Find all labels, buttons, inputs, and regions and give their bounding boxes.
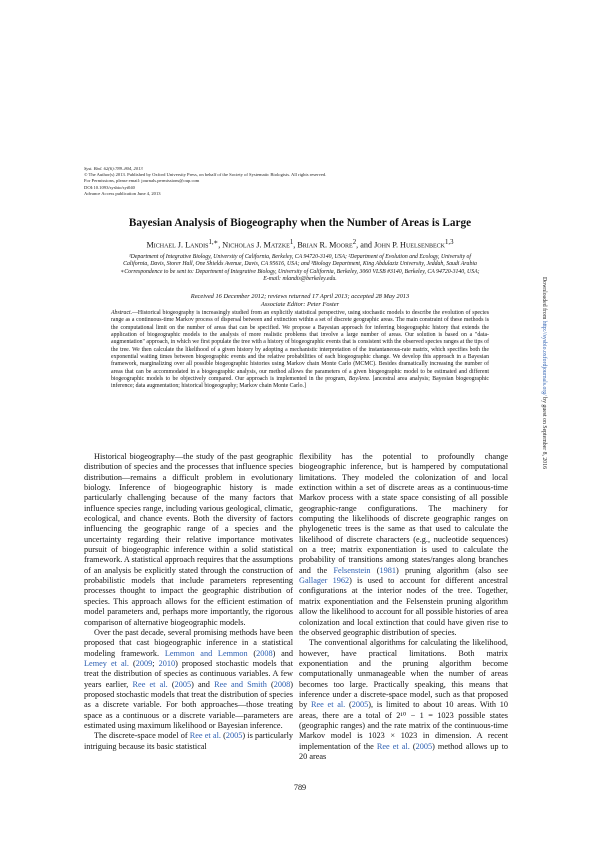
keywords: . [ancestral area analysis; Bayesian biogeographic inference; data augmentation; historical biogeography; Markov chain Monte Carlo.] xyxy=(111,376,489,390)
citation-link[interactable]: 2005 xyxy=(351,700,369,710)
text-run: ), is limited to about 10 areas. With 10 areas, there are a total of 2¹⁰ − 1 = 1023 possible states (geographic ranges) and the rate matrix of the continuous-time Markov model is 1023 × 1023 in dimension. A recent implementation of the xyxy=(299,700,509,751)
program-name: BayArea xyxy=(348,376,369,383)
text-run: ) and xyxy=(272,648,293,658)
text-run: ; xyxy=(152,658,159,668)
email-line: E-mail: mlandis@berkeley.edu. xyxy=(263,276,337,283)
author-list xyxy=(84,238,516,250)
abstract-text: —Historical biogeography is increasingly studied from an explicitly statistical perspective, using stochastic models to describe the evolution of species range as a continuous-time Markov process of dispersal between and extinction within a set of discrete geographic areas. The main constraint of these methods is the computational limit on the number of areas that can be specified. We propose a Bayesian approach for inferring biogeographic history that extends the application of biogeographic models to the analysis of more realistic problems that involve a large number of areas. Our solution is based on a "data-augmentation" approach, in which we first populate the tree with a history of biogeographic events that is consistent with the observed species ranges at the tips of the tree. We then calculate the likelihood of a given history by adopting a mechanistic interpretation of the instantaneous-rate matrix, which specifies both the exponential waiting times between biogeographic events and the relative probabilities of each biogeographic change. We develop this approach in a Bayesian framework, marginalizing over all possible biogeographic histories using Markov chain Monte Carlo (MCMC). Besides dramatically increasing the number of areas that can be accommodated in a biogeographic analysis, our method allows the parameters of a given biogeographic model to be estimated and different biogeographic models to be objectively compared. Our approach is implemented in the program, xyxy=(111,310,489,383)
citation-link[interactable]: 2009 xyxy=(135,658,153,668)
author-separator: , xyxy=(293,240,298,250)
author-name: John P. Huelsenbeck xyxy=(374,240,445,250)
download-url-link[interactable]: http://sysbio.oxfordjournals.org/ xyxy=(541,320,547,396)
copyright-line: © The Author(s) 2013. Published by Oxford University Press, on behalf of the Society of Systematic Biologists. All rights reserved. xyxy=(84,172,327,178)
paragraph xyxy=(299,452,508,638)
text-run: The conventional algorithms for calculating the likelihood, however, have practical limitations. Both matrix exponentiation and the pruning algorithm become computationally unmanageable when the number of areas becomes too large. Practically speaking, this means that inference under a discrete-space model, such as that proposed by xyxy=(299,638,508,710)
journal-metadata xyxy=(84,166,384,197)
citation-link[interactable]: 2005 xyxy=(225,731,243,741)
text-run: ) proposed stochastic models that treat the distribution of species as continuous variables. A few years earlier, xyxy=(84,658,294,689)
text-run: ( xyxy=(128,658,136,668)
text-run: ( xyxy=(370,565,380,575)
author-separator: , xyxy=(218,240,223,250)
affiliation-line: California, Davis, Storer Hall, One Shields Avenue, Davis, CA 95616, USA; and ³Biology Department, King Abdulaziz University, Jeddah, Saudi Arabia xyxy=(123,261,477,268)
paragraph xyxy=(84,731,293,752)
text-run: ) pruning algorithm (also see xyxy=(396,565,508,575)
author-affil-mark: 1,∗ xyxy=(208,239,219,246)
download-suffix: by guest on September 8, 2016 xyxy=(541,395,547,469)
text-run: ) proposed stochastic models that treat the distribution of species as a discrete variable. For both approaches—those treating space as a continuous or a discrete variable—parameters are estimated using maximum likelihood or Bayesian inference. xyxy=(84,679,294,730)
author-affil-mark: 1,3 xyxy=(444,239,454,246)
text-run: ) is used to account for different ancestral configurations at the interior nodes of the tree. Together, matrix exponentiation and the Felsenstein pruning algorithm allow the likelihood to account for all possible histories of area colonization and local extinction that could have given rise to the observed geographic distribution of species. xyxy=(299,576,508,637)
download-prefix: Downloaded from xyxy=(541,277,547,321)
correspondence-line: ∗Correspondence to be sent to: Department of Integrative Biology, University of California, Berkeley, 3060 VLSB #3140, Berkeley, CA 94720-3140, USA; xyxy=(120,268,480,275)
author-affil-mark: 2 xyxy=(352,239,357,246)
citation-link[interactable]: Ree et al. xyxy=(310,700,346,710)
citation-link[interactable]: 2008 xyxy=(273,679,291,689)
text-run: The discrete-space model of xyxy=(94,731,190,741)
text-run: ( xyxy=(220,731,226,741)
citation-link[interactable]: Ree et al. xyxy=(189,731,221,741)
text-run: ( xyxy=(409,741,416,751)
citation-link[interactable]: Ree and Smith xyxy=(214,679,267,689)
citation-link[interactable]: 1981 xyxy=(379,565,397,575)
body-column-left xyxy=(84,452,293,752)
text-run: ) method allows up to 20 areas xyxy=(299,741,509,761)
body-column-right xyxy=(299,452,508,762)
author-name: Nicholas J. Matzke xyxy=(222,240,290,250)
associate-editor: Associate Editor: Peter Foster xyxy=(260,301,340,308)
advance-access-line: Advance Access publication June 4, 2013 xyxy=(84,190,161,196)
citation-link[interactable]: Ree et al. xyxy=(376,741,410,751)
download-sidebar xyxy=(539,195,549,555)
citation-link[interactable]: 2005 xyxy=(415,741,433,751)
citation-link[interactable]: Lemey et al. xyxy=(84,658,129,668)
paragraph xyxy=(299,638,508,762)
abstract xyxy=(111,310,489,391)
text-run: flexibility has the potential to profoundly change biogeographic inference, but is hampered by computational limitations. They modeled the colonization of and local extinction within a set of discrete areas as a continuous-time Markov process with a state space consisting of all possible geographic-range configurations. The machinery for computing the likelihoods of discrete geographic ranges on phylogenetic trees is the same as that used to calculate the likelihood of discrete characters (e.g., nucleotide sequences) on a tree; matrix exponentiation is used to calculate the probability of transitions among states/ranges along branches and the xyxy=(299,452,508,575)
text-run: ) is particularly intriguing because its basic statistical xyxy=(84,731,294,751)
citation-link[interactable]: Ree et al. xyxy=(132,679,168,689)
affiliation-line: ¹Department of Integrative Biology, University of California, Berkeley, CA 94720-3140, USA; ²Department of Evolution and Ecology, University of xyxy=(128,254,472,260)
citation-link[interactable]: 2008 xyxy=(256,648,273,658)
page-number: 789 xyxy=(293,783,307,792)
author-separator: , and xyxy=(356,240,375,250)
download-notice xyxy=(541,193,547,553)
paragraph xyxy=(84,628,293,731)
permissions-line: For Permissions, please email: journals.permissions@oup.com xyxy=(84,178,200,184)
submission-dates xyxy=(84,293,516,309)
author-name: Brian R. Moore xyxy=(297,240,353,250)
text-run: ( xyxy=(266,679,274,689)
citation-link[interactable]: 2005 xyxy=(174,679,192,689)
text-run: Over the past decade, several promising methods have been proposed that cast biogeographic inference in a statistical modeling framework. xyxy=(84,627,293,658)
text-run: ( xyxy=(247,648,257,658)
affiliations xyxy=(92,254,508,284)
text-run: ) and xyxy=(191,679,215,689)
received-dates: Received 16 December 2012; reviews returned 17 April 2013; accepted 28 May 2013 xyxy=(190,293,410,300)
journal-citation: Syst. Biol. 62(6):789–804, 2013 xyxy=(84,166,143,171)
citation-link[interactable]: 2010 xyxy=(158,658,176,668)
author-name: Michael J. Landis xyxy=(146,240,209,250)
citation-link[interactable]: Felsenstein xyxy=(333,565,371,575)
citation-link[interactable]: Lemmon and Lemmon xyxy=(164,648,248,658)
text-run: ( xyxy=(167,679,175,689)
paragraph: Historical biogeography—the study of the past geographic distribution of species and the processes that influence species distribution—remains a difficult problem in evolutionary biology. Inference of biogeographic history is made particularly challenging because of the many factors that influence species range, including various geological, climatic, ecological, and chance events. Both the diversity of factors influencing the geographic range of a species and the uncertainty regarding their relative importance motivates pursuit of biogeographic inference within a solid statistical framework. A statistical approach requires that the assumptions of an analysis be explicitly stated through the construction of probabilistic models that include parameters representing processes thought to impact the geographic distribution of species. This approach allows for the efficient estimation of model parameters and, perhaps more importantly, the rigorous comparison of alternative biogeographic models. xyxy=(84,452,293,627)
doi-line: DOI:10.1093/sysbio/syt040 xyxy=(84,184,135,190)
abstract-label: Abstract. xyxy=(111,310,133,316)
author-affil-mark: 1 xyxy=(289,239,294,246)
paper-title: Bayesian Analysis of Biogeography when the Number of Areas is Large xyxy=(128,217,472,229)
text-run: ( xyxy=(345,700,352,710)
citation-link[interactable]: Gallager 1962 xyxy=(299,576,350,586)
